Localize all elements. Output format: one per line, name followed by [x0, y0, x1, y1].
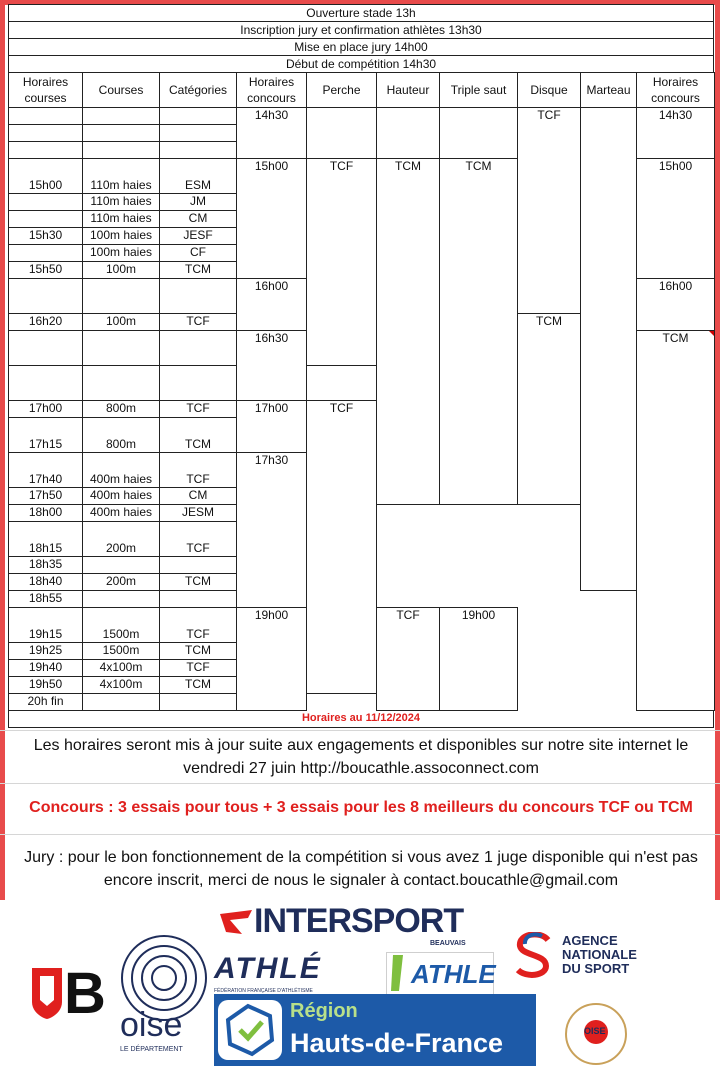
race-category: TCF	[160, 453, 237, 488]
ffa-logo	[214, 952, 354, 1000]
race-event	[83, 694, 160, 711]
col-hauteur: Hauteur	[377, 73, 440, 108]
race-event	[83, 366, 160, 401]
race-category: TCM	[160, 418, 237, 453]
hauteur-empty	[377, 108, 440, 159]
table-header-row	[9, 73, 715, 108]
race-category	[160, 331, 237, 366]
race-event: 110m haies	[83, 194, 160, 211]
race-event	[83, 331, 160, 366]
ans-logo	[512, 932, 662, 982]
shield-icon	[30, 966, 64, 1020]
perche-slot: TCF	[307, 159, 377, 366]
race-time: 18h35	[9, 557, 83, 574]
region-label: Région	[290, 1000, 358, 1022]
race-category	[160, 591, 237, 608]
race-event: 100m	[83, 314, 160, 331]
col-horaires-courses: Horaires courses	[9, 73, 83, 108]
race-time	[9, 366, 83, 401]
race-time	[9, 331, 83, 366]
header-line-jury-setup: Mise en place jury 14h00	[8, 38, 714, 55]
race-event: 4x100m	[83, 677, 160, 694]
race-category: JESM	[160, 505, 237, 522]
comment-marker	[709, 331, 714, 336]
col-perche: Perche	[307, 73, 377, 108]
race-time	[9, 125, 83, 142]
race-event	[83, 591, 160, 608]
race-time: 18h00	[9, 505, 83, 522]
concours-time-right: 15h00	[637, 159, 715, 279]
marteau-slot: TCF	[377, 608, 440, 711]
race-time: 19h40	[9, 660, 83, 677]
concours-time: 17h00	[237, 401, 307, 453]
concours-time: 19h00	[237, 608, 307, 711]
race-category: JESF	[160, 228, 237, 245]
race-time: 17h40	[9, 453, 83, 488]
sponsor-logos	[0, 900, 720, 1080]
intersport-city: BEAUVAIS	[430, 940, 466, 947]
perche-label: TCM	[662, 331, 689, 345]
update-date: Horaires au 11/12/2024	[8, 711, 714, 728]
oise-subtitle: LE DÉPARTEMENT	[120, 1046, 183, 1053]
race-event: 400m haies	[83, 505, 160, 522]
col-marteau: Marteau	[581, 73, 637, 108]
race-time: 19h50	[9, 677, 83, 694]
race-category: JM	[160, 194, 237, 211]
race-event	[83, 142, 160, 159]
ligue-figure-icon	[389, 953, 407, 993]
ffa-subtitle: FÉDÉRATION FRANÇAISE D'ATHLÉTISME	[214, 988, 313, 994]
ligue-wordmark: ATHLE	[411, 959, 496, 989]
cd-oise-logo	[560, 998, 632, 1070]
intersport-wordmark: INTERSPORT	[254, 902, 464, 940]
concours-time-right: 19h00	[440, 608, 518, 711]
race-category	[160, 557, 237, 574]
table-row	[9, 694, 715, 711]
divider	[0, 730, 720, 731]
race-category	[160, 142, 237, 159]
race-time: 17h15	[9, 418, 83, 453]
race-time: 19h15	[9, 608, 83, 643]
ans-line-1: AGENCE	[562, 933, 618, 948]
col-horaires-concours-right: Horaires concours	[637, 73, 715, 108]
col-courses: Courses	[83, 73, 160, 108]
perche-slot	[637, 331, 715, 711]
race-event: 100m	[83, 262, 160, 279]
race-time	[9, 211, 83, 228]
intersport-swoosh-icon	[218, 906, 254, 938]
region-name: Hauts-de-France	[290, 1028, 504, 1058]
race-time: 17h50	[9, 488, 83, 505]
race-event: 1500m	[83, 608, 160, 643]
col-disque: Disque	[518, 73, 581, 108]
update-note: Les horaires seront mis à jour suite aux engagements et disponibles sur notre site internet le vendredi 27 juin http://boucathle.assoconnect.com	[33, 737, 689, 777]
col-horaires-concours: Horaires concours	[237, 73, 307, 108]
race-category: TCM	[160, 677, 237, 694]
race-category	[160, 366, 237, 401]
ans-line-3: DU SPORT	[562, 961, 630, 976]
race-time: 18h55	[9, 591, 83, 608]
race-time: 19h25	[9, 643, 83, 660]
header-line-opening: Ouverture stade 13h	[8, 4, 714, 21]
concours-time-right: 16h00	[637, 279, 715, 331]
divider	[0, 783, 720, 784]
table-row	[9, 108, 715, 125]
hauteur-slot: TCM	[377, 159, 440, 505]
race-time: 18h40	[9, 574, 83, 591]
race-event: 100m haies	[83, 245, 160, 262]
schedule-table	[8, 72, 715, 711]
header-line-registration: Inscription jury et confirmation athlètes 13h30	[8, 21, 714, 38]
ligue-logo	[386, 952, 494, 996]
divider	[0, 834, 720, 835]
race-event: 1500m	[83, 643, 160, 660]
beauvais-logo	[30, 961, 106, 1026]
race-time	[9, 279, 83, 314]
schedule-sheet	[8, 4, 714, 728]
marteau-empty	[581, 108, 637, 591]
jury-note: Jury : pour le bon fonctionnement de la compétition si vous avez 1 juge disponible qui n'est pas encore inscrit, merci de nous le signaler à contact.boucathle@gmail.com	[24, 849, 698, 889]
race-category: TCM	[160, 262, 237, 279]
triple-saut-slot: TCM	[440, 159, 518, 505]
race-category: TCF	[160, 608, 237, 643]
race-event: 800m	[83, 401, 160, 418]
race-category	[160, 279, 237, 314]
intersport-logo	[218, 904, 488, 948]
race-time: 15h00	[9, 159, 83, 194]
race-time: 15h50	[9, 262, 83, 279]
concours-time: 16h30	[237, 331, 307, 401]
race-category: ESM	[160, 159, 237, 194]
race-time	[9, 142, 83, 159]
race-category: TCM	[160, 643, 237, 660]
col-categories: Catégories	[160, 73, 237, 108]
ans-text	[562, 934, 637, 976]
race-event: 800m	[83, 418, 160, 453]
concours-time-right: 14h30	[637, 108, 715, 159]
race-time: 18h15	[9, 522, 83, 557]
race-event: 200m	[83, 522, 160, 557]
race-category: CF	[160, 245, 237, 262]
concours-time: 17h30	[237, 453, 307, 608]
race-category: TCF	[160, 522, 237, 557]
race-event	[83, 557, 160, 574]
race-event: 100m haies	[83, 228, 160, 245]
ffa-wordmark: ATHLÉ	[214, 952, 322, 985]
race-category: TCF	[160, 314, 237, 331]
race-category	[160, 694, 237, 711]
concours-time: 16h00	[237, 279, 307, 331]
cd-oise-label: OISE	[584, 1026, 606, 1036]
race-category: CM	[160, 488, 237, 505]
oise-wordmark: oise	[120, 1006, 183, 1044]
race-event: 400m haies	[83, 453, 160, 488]
race-event: 110m haies	[83, 159, 160, 194]
race-event: 110m haies	[83, 211, 160, 228]
hauteur-slot: TCF	[307, 401, 377, 694]
beauvais-letter-icon: B	[64, 961, 106, 1026]
concours-note: Concours : 3 essais pour tous + 3 essais pour les 8 meilleurs du concours TCF ou TCM	[29, 799, 693, 816]
race-category: TCM	[160, 574, 237, 591]
ans-s-icon	[512, 932, 556, 980]
race-time: 16h20	[9, 314, 83, 331]
race-event	[83, 125, 160, 142]
perche-empty	[307, 108, 377, 159]
race-event	[83, 108, 160, 125]
race-category	[160, 108, 237, 125]
race-category	[160, 125, 237, 142]
region-logo	[214, 994, 536, 1066]
race-event: 400m haies	[83, 488, 160, 505]
race-time: 15h30	[9, 228, 83, 245]
race-time: 20h fin	[9, 694, 83, 711]
race-time	[9, 194, 83, 211]
region-map-badge	[218, 1000, 282, 1060]
race-event	[83, 279, 160, 314]
race-category: CM	[160, 211, 237, 228]
region-map-icon	[218, 1000, 282, 1060]
triple-saut-empty	[440, 108, 518, 159]
header-line-start: Début de compétition 14h30	[8, 55, 714, 72]
race-time	[9, 245, 83, 262]
race-category: TCF	[160, 401, 237, 418]
oise-logo	[116, 934, 212, 1058]
concours-time: 15h00	[237, 159, 307, 279]
ans-line-2: NATIONALE	[562, 947, 637, 962]
race-time: 17h00	[9, 401, 83, 418]
race-time	[9, 108, 83, 125]
disque-slot: TCF	[518, 108, 581, 314]
race-event: 200m	[83, 574, 160, 591]
race-category: TCF	[160, 660, 237, 677]
col-triple-saut: Triple saut	[440, 73, 518, 108]
concours-time: 14h30	[237, 108, 307, 159]
race-event: 4x100m	[83, 660, 160, 677]
disque-slot: TCM	[518, 314, 581, 505]
